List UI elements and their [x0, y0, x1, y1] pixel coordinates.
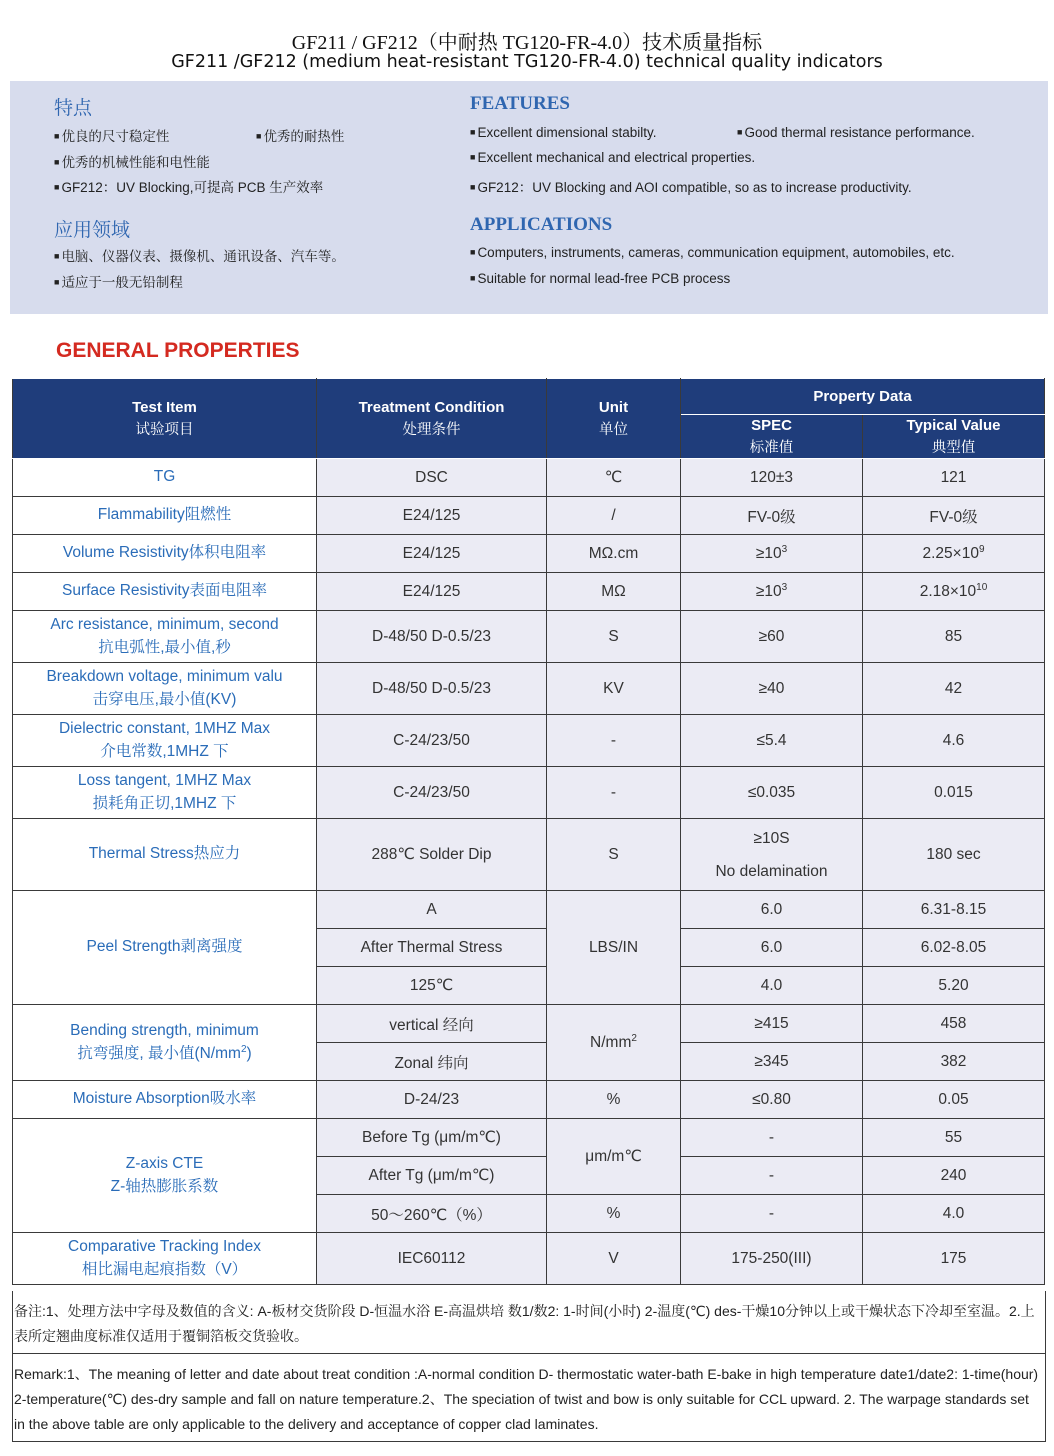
- cell-typical: 55: [863, 1119, 1045, 1157]
- table-row: [13, 1005, 1045, 1043]
- cell-typical: 42: [863, 663, 1045, 715]
- cell-item: TG: [13, 459, 317, 497]
- cell-typical: 180 sec: [863, 819, 1045, 891]
- feature-cn-item: ■ 优良的尺寸稳定性: [54, 129, 170, 144]
- properties-table: [12, 378, 1045, 1285]
- cell-typical: 0.05: [863, 1081, 1045, 1119]
- cell-condition: E24/125: [317, 497, 547, 535]
- applications-heading-en: APPLICATIONS: [470, 214, 613, 235]
- notes-box: [12, 1291, 1046, 1442]
- cell-item: Thermal Stress热应力: [13, 819, 317, 891]
- application-cn-item: ■ 电脑、仪器仪表、摄像机、通讯设备、汽车等。: [54, 249, 345, 264]
- cell-spec: 4.0: [681, 967, 863, 1005]
- header-typical: Typical Value 典型值: [863, 415, 1045, 459]
- table-row: [13, 1081, 1045, 1119]
- feature-cn-item: ■ GF212：UV Blocking,可提高 PCB 生产效率: [54, 180, 324, 195]
- table-row: [13, 891, 1045, 929]
- application-en-item: ■ Computers, instruments, cameras, communication equipment, automobiles, etc.: [470, 245, 955, 260]
- cell-unit: /: [547, 497, 681, 535]
- table-row: [13, 663, 1045, 715]
- cell-item: Flammability阻燃性: [13, 497, 317, 535]
- cell-spec: ≥10S No delamination: [681, 819, 863, 891]
- cell-spec: -: [681, 1119, 863, 1157]
- table-row: [13, 1233, 1045, 1285]
- cell-typical: 458: [863, 1005, 1045, 1043]
- cell-typical: 121: [863, 459, 1045, 497]
- header-unit: Unit 单位: [547, 379, 681, 459]
- cell-item: Volume Resistivity体积电阻率: [13, 535, 317, 573]
- cell-item: Moisture Absorption吸水率: [13, 1081, 317, 1119]
- cell-item: Dielectric constant, 1MHZ Max 介电常数,1MHZ 下: [13, 715, 317, 767]
- cell-spec: 120±3: [681, 459, 863, 497]
- notes-en: Remark:1、The meaning of letter and date about treat condition :A-normal condition D- thermostatic water-bath E-bake in high temperature date1/date2: 1-time(hour) 2-temperature(℃) des-dry sample and fall on nature temperature.2、The speciation of twist and bow is only suitable for CCL upward. 2. The warpage standards set in the above table are only applicable to the delivery and acceptance of copper clad laminates.: [13, 1353, 1045, 1441]
- cell-item: Loss tangent, 1MHZ Max 损耗角正切,1MHZ 下: [13, 767, 317, 819]
- cell-condition: E24/125: [317, 535, 547, 573]
- cell-spec: -: [681, 1195, 863, 1233]
- feature-en-item: ■ Good thermal resistance performance.: [737, 125, 975, 140]
- cell-unit: -: [547, 715, 681, 767]
- cell-item: Z-axis CTE Z-轴热膨胀系数: [13, 1119, 317, 1233]
- cell-unit: S: [547, 611, 681, 663]
- header-spec: SPEC 标准值: [681, 415, 863, 459]
- features-heading-cn: 特点: [54, 97, 93, 119]
- cell-unit: V: [547, 1233, 681, 1285]
- table-row: [13, 715, 1045, 767]
- header-test-item: Test Item 试验项目: [13, 379, 317, 459]
- cell-condition: A: [317, 891, 547, 929]
- notes-cn: 备注:1、处理方法中字母及数值的含义: A-板材交货阶段 D-恒温水浴 E-高温烘培 数1/数2: 1-时间(小时) 2-温度(℃) des-干燥10分钟以上或干燥状态下冷却至室温。2.上表所定翘曲度标准仅适用于覆铜箔板交货验收。: [14, 1303, 1035, 1344]
- cell-item: Arc resistance, minimum, second 抗电弧性,最小值,秒: [13, 611, 317, 663]
- cell-item: Surface Resistivity表面电阻率: [13, 573, 317, 611]
- cell-typical: 0.015: [863, 767, 1045, 819]
- cell-unit: MΩ.cm: [547, 535, 681, 573]
- section-title: GENERAL PROPERTIES: [56, 339, 300, 362]
- cell-typical: 175: [863, 1233, 1045, 1285]
- cell-unit: KV: [547, 663, 681, 715]
- cell-condition: D-48/50 D-0.5/23: [317, 611, 547, 663]
- feature-en-item: ■ Excellent mechanical and electrical properties.: [470, 150, 756, 165]
- cell-item: Peel Strength剥离强度: [13, 891, 317, 1005]
- table-row: [13, 819, 1045, 891]
- cell-spec: 6.0: [681, 929, 863, 967]
- table-row: [13, 1119, 1045, 1157]
- cell-spec: ≥40: [681, 663, 863, 715]
- cell-unit: μm/m℃: [547, 1119, 681, 1195]
- feature-en-item: ■ Excellent dimensional stabilty.: [470, 125, 657, 140]
- cell-condition: Before Tg (μm/m℃): [317, 1119, 547, 1157]
- document-title-cn: GF211 / GF212（中耐热 TG120-FR-4.0）技术质量指标: [291, 32, 763, 54]
- cell-condition: Zonal 纬向: [317, 1043, 547, 1081]
- cell-spec: ≥60: [681, 611, 863, 663]
- cell-typical: 382: [863, 1043, 1045, 1081]
- cell-spec: ≥345: [681, 1043, 863, 1081]
- header-property-data: Property Data: [681, 379, 1045, 415]
- cell-item: Breakdown voltage, minimum valu 击穿电压,最小值(KV): [13, 663, 317, 715]
- cell-unit: %: [547, 1195, 681, 1233]
- cell-spec: 6.0: [681, 891, 863, 929]
- applications-heading-cn: 应用领域: [54, 219, 131, 241]
- cell-spec: $\ge 10^3$: [681, 535, 863, 573]
- cell-unit: MΩ: [547, 573, 681, 611]
- cell-spec: ≤0.80: [681, 1081, 863, 1119]
- table-row: [13, 459, 1045, 497]
- cell-spec: ≤5.4: [681, 715, 863, 767]
- cell-unit: $N/mm^2$: [547, 1005, 681, 1081]
- cell-condition: C-24/23/50: [317, 715, 547, 767]
- feature-cn-item: ■ 优秀的耐热性: [256, 129, 345, 144]
- cell-condition: D-24/23: [317, 1081, 547, 1119]
- features-heading-en: FEATURES: [470, 93, 570, 114]
- cell-condition: 125℃: [317, 967, 547, 1005]
- cell-typical: 240: [863, 1157, 1045, 1195]
- cell-condition: DSC: [317, 459, 547, 497]
- cell-condition: E24/125: [317, 573, 547, 611]
- cell-typical: 4.0: [863, 1195, 1045, 1233]
- table-row: [13, 611, 1045, 663]
- cell-condition: vertical 经向: [317, 1005, 547, 1043]
- cell-typical: 4.6: [863, 715, 1045, 767]
- feature-cn-item: ■ 优秀的机械性能和电性能: [54, 155, 210, 170]
- cell-spec: ≥415: [681, 1005, 863, 1043]
- table-row: [13, 535, 1045, 573]
- cell-unit: -: [547, 767, 681, 819]
- cell-spec: $\ge 10^3$: [681, 573, 863, 611]
- cell-typical: $2.18\times 10^{10}$: [863, 573, 1045, 611]
- cell-typical: 6.02-8.05: [863, 929, 1045, 967]
- features-banner: [10, 81, 1048, 314]
- table-row: [13, 573, 1045, 611]
- cell-typical: 85: [863, 611, 1045, 663]
- cell-condition: D-48/50 D-0.5/23: [317, 663, 547, 715]
- cell-item: Bending strength, minimum 抗弯强度, 最小值$(N/mm^2)$: [13, 1005, 317, 1081]
- document-title-en: GF211 /GF212 (medium heat-resistant TG120-FR-4.0) technical quality indicators: [171, 52, 883, 72]
- table-row: [13, 497, 1045, 535]
- cell-spec: FV-0级: [681, 497, 863, 535]
- header-treatment: Treatment Condition 处理条件: [317, 379, 547, 459]
- cell-unit: %: [547, 1081, 681, 1119]
- cell-condition: 50～260℃（%）: [317, 1195, 547, 1233]
- cell-typical: 5.20: [863, 967, 1045, 1005]
- cell-spec: 175-250(III): [681, 1233, 863, 1285]
- cell-typical: $2.25\times 10^9$: [863, 535, 1045, 573]
- cell-typical: FV-0级: [863, 497, 1045, 535]
- cell-spec: -: [681, 1157, 863, 1195]
- cell-unit: ℃: [547, 459, 681, 497]
- cell-condition: After Thermal Stress: [317, 929, 547, 967]
- cell-typical: 6.31-8.15: [863, 891, 1045, 929]
- cell-condition: IEC60112: [317, 1233, 547, 1285]
- table-row: [13, 767, 1045, 819]
- cell-condition: 288℃ Solder Dip: [317, 819, 547, 891]
- cell-condition: After Tg (μm/m℃): [317, 1157, 547, 1195]
- cell-item: Comparative Tracking Index 相比漏电起痕指数（V）: [13, 1233, 317, 1285]
- cell-condition: C-24/23/50: [317, 767, 547, 819]
- application-cn-item: ■ 适应于一般无铅制程: [54, 275, 183, 290]
- cell-unit: LBS/IN: [547, 891, 681, 1005]
- feature-en-item: ■ GF212：UV Blocking and AOI compatible, so as to increase productivity.: [470, 180, 912, 195]
- cell-unit: S: [547, 819, 681, 891]
- cell-spec: ≤0.035: [681, 767, 863, 819]
- application-en-item: ■ Suitable for normal lead-free PCB process: [470, 271, 731, 286]
